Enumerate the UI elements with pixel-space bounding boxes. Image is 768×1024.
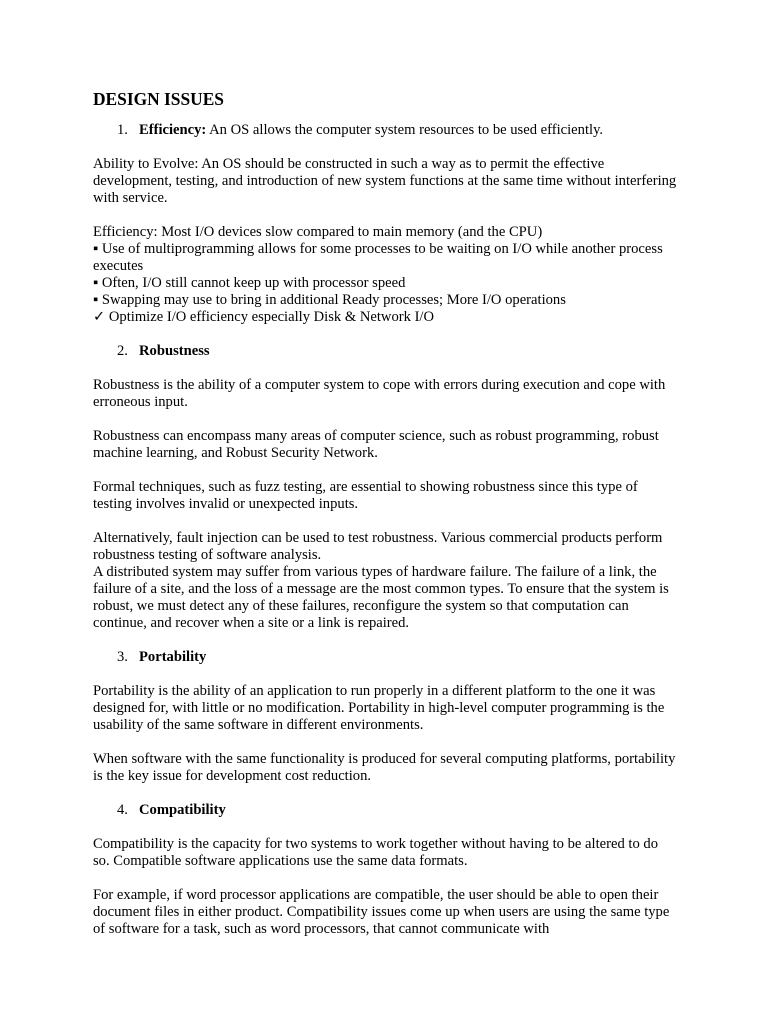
bullet-item: ▪ Often, I/O still cannot keep up with processor speed: [93, 275, 406, 291]
item-label: Robustness: [139, 343, 210, 359]
list-item-efficiency: [93, 122, 678, 139]
paragraph: Robustness can encompass many areas of computer science, such as robust programming, robust machine learning, and Robust Security Network.: [93, 428, 659, 461]
paragraph: A distributed system may suffer from various types of hardware failure. The failure of a link, the failure of a site, and the loss of a message are the most common types. To ensure that the system is robust, we must detect any of these failures, reconfigure the system so that computation can continue, and recover when a site or a link is repaired.: [93, 564, 669, 631]
list-item-compatibility: [93, 802, 678, 819]
paragraph: Portability is the ability of an application to run properly in a different platform to the one it was designed for, with little or no modification. Portability in high-level computer programming is the usability of the same software in different environments.: [93, 683, 665, 733]
paragraph: Robustness is the ability of a computer system to cope with errors during execution and cope with erroneous input.: [93, 377, 666, 410]
paragraph-efficiency-intro: Efficiency: Most I/O devices slow compared to main memory (and the CPU): [93, 224, 543, 240]
paragraph: When software with the same functionality is produced for several computing platforms, portability is the key issue for development cost reduction.: [93, 751, 676, 784]
paragraph: Compatibility is the capacity for two systems to work together without having to be altered to do so. Compatible software applications use the same data formats.: [93, 836, 658, 869]
bullet-item: ▪ Use of multiprogramming allows for some processes to be waiting on I/O while another process executes: [93, 241, 663, 274]
check-item: ✓ Optimize I/O efficiency especially Disk & Network I/O: [93, 309, 435, 325]
list-number: 2.: [117, 343, 128, 359]
list-number: 4.: [117, 802, 128, 818]
page-title: DESIGN ISSUES: [93, 89, 224, 109]
bullet-item: ▪ Swapping may use to bring in additional Ready processes; More I/O operations: [93, 292, 566, 308]
item-text: An OS allows the computer system resources to be used efficiently.: [206, 122, 604, 138]
paragraph: Formal techniques, such as fuzz testing, are essential to showing robustness since this type of testing involves invalid or unexpected inputs.: [93, 479, 638, 512]
list-number: 3.: [117, 649, 128, 665]
paragraph: Alternatively, fault injection can be used to test robustness. Various commercial products perform robustness testing of software analysis.: [93, 530, 663, 563]
item-label: Portability: [139, 649, 207, 665]
item-label: Efficiency:: [139, 122, 207, 138]
item-label: Compatibility: [139, 802, 226, 818]
list-number: 1.: [117, 122, 128, 138]
paragraph-evolve: Ability to Evolve: An OS should be constructed in such a way as to permit the effective development, testing, and introduction of new system functions at the same time without interfering with service.: [93, 156, 677, 206]
list-item-robustness: [93, 343, 678, 360]
document-body: [93, 89, 678, 938]
paragraph: For example, if word processor applications are compatible, the user should be able to open their document files in either product. Compatibility issues come up when users are using the same type of software for a task, such as word processors, that cannot communicate with: [93, 887, 670, 937]
list-item-portability: [93, 649, 678, 666]
